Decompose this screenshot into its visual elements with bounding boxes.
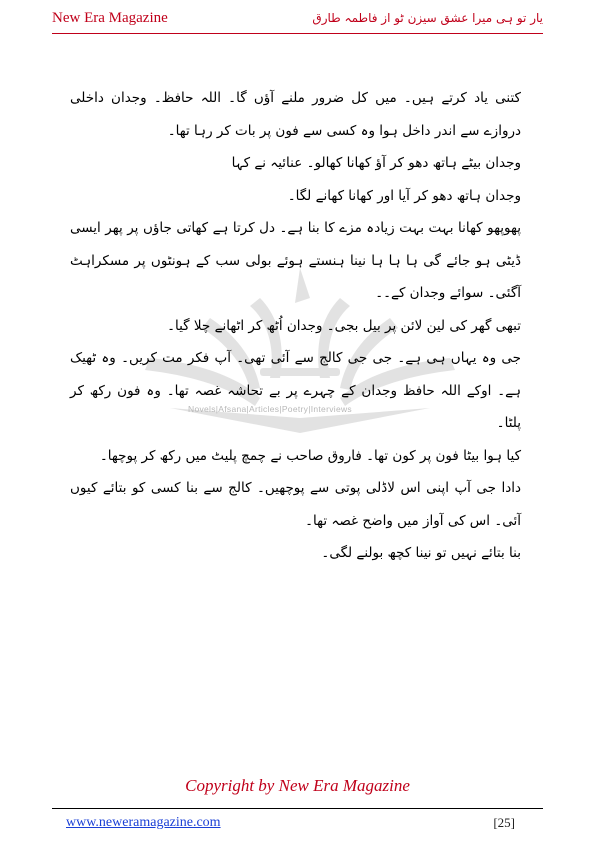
paragraph: وجدان ہاتھ دھو کر آیا اور کھانا کھانے لگا۔: [287, 187, 521, 204]
footer-rule: [52, 808, 543, 809]
page-footer: [66, 815, 515, 831]
copyright-notice: Copyright by New Era Magazine: [185, 776, 410, 795]
website-link[interactable]: www.neweramagazine.com: [66, 815, 221, 830]
paragraph: دادا جی آپ اپنی اس لاڈلی پوتی سے پوچھیں۔ کالج سے بنا کسی کو بتائے کیوں آئی۔ اس کی آواز میں واضح غصہ تھا۔: [70, 480, 521, 529]
header-rule: [52, 33, 543, 34]
article-body: [70, 82, 521, 570]
paragraph: جی وہ یہاں ہی ہے۔ جی جی کالج سے آئی تھی۔ آپ فکر مت کریں۔ وہ ٹھیک ہے۔ اوکے اللہ حافظ وجدان کے چہرے پر بے تحاشہ غصہ تھا۔ وہ فون رکھ کر پلٹا۔: [70, 350, 521, 431]
story-title: یار تو ہی میرا عشق سیزن ٹو از فاطمہ طارق: [312, 11, 543, 25]
paragraph: کیا ہوا بیٹا فون پر کون تھا۔ فاروق صاحب نے چمچ پلیٹ میں رکھ کر پوچھا۔: [99, 447, 521, 464]
paragraph: وجدان بیٹے ہاتھ دھو کر آؤ کھانا کھالو۔ عنائیہ نے کہا: [231, 155, 521, 171]
paragraph: بنا بتائے نہیں تو نینا کچھ بولنے لگی۔: [321, 545, 521, 561]
page-number: [25]: [493, 815, 515, 830]
magazine-name: New Era Magazine: [52, 9, 168, 26]
watermark-text: Novels|Afsana|Articles|Poetry|Interviews: [188, 404, 352, 414]
page-header: [52, 6, 543, 30]
paragraph: پھوپھو کھانا بہت بہت زیادہ مزے کا بنا ہے۔ دل کرتا ہے کھاتی جاؤں پر پھر ایسی ڈیٹی ہو جائے گی ہا ہا ہا نینا ہنستے ہوئے بولی سب کے ہونٹوں پر مسکراہٹ آگئی۔ سوائے وجدان کے۔۔: [70, 220, 521, 301]
paragraph: کتنی یاد کرتے ہیں۔ میں کل ضرور ملنے آؤں گا۔ اللہ حافظ۔ وجدان داخلی دروازے سے اندر داخل ہوا وہ کسی سے فون پر بات کر رہا تھا۔: [70, 90, 521, 139]
paragraph: تبھی گھر کی لین لائن پر بیل بجی۔ وجدان اُٹھ کر اٹھانے چلا گیا۔: [167, 317, 521, 334]
